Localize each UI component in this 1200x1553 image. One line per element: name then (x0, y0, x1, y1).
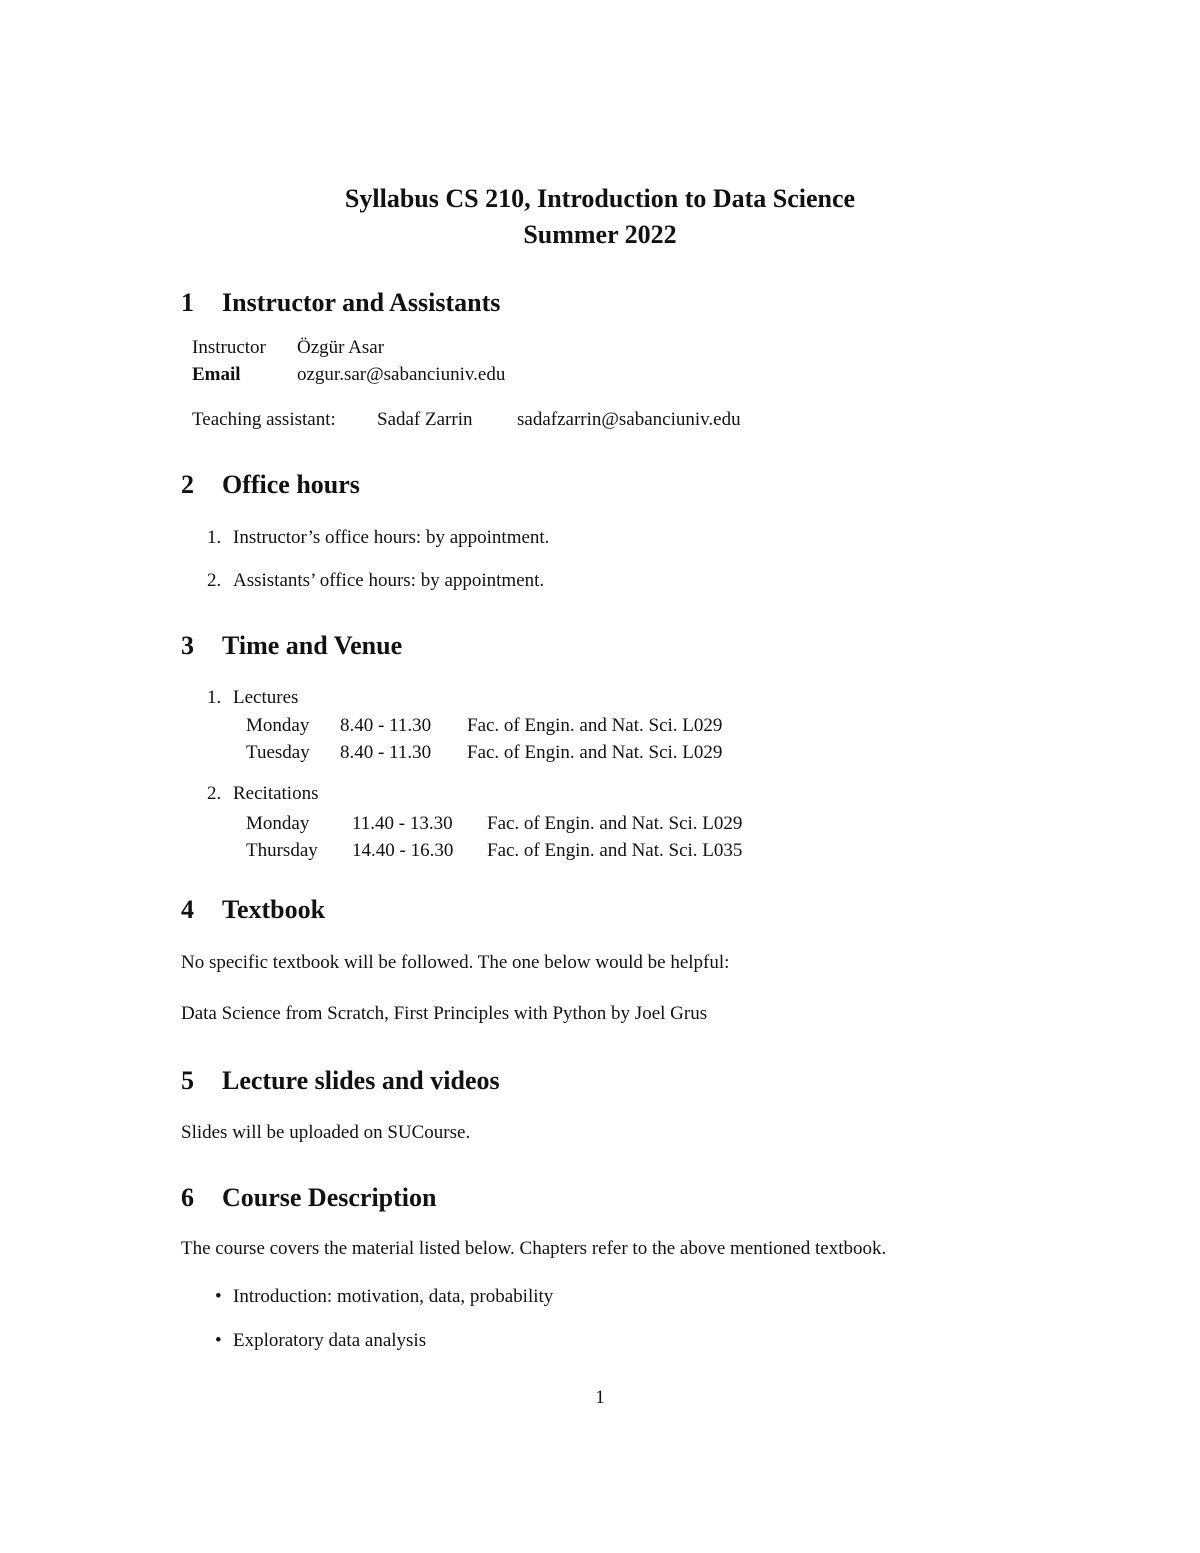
instructor-label: Instructor (192, 337, 266, 358)
bullet-icon: • (215, 1330, 222, 1351)
schedule-place: Fac. of Engin. and Nat. Sci. L029 (467, 715, 723, 736)
list-item: Assistants’ office hours: by appointment. (233, 570, 545, 591)
section-number: 4 (181, 895, 194, 924)
course-description-intro: The course covers the material listed below. Chapters refer to the above mentioned textbook. (181, 1238, 887, 1259)
instructor-name: Özgür Asar (297, 337, 385, 358)
assistant-email: sadafzarrin@sabanciuniv.edu (517, 409, 741, 430)
section-heading-course-description (181, 1183, 436, 1213)
section-number: 6 (181, 1183, 194, 1212)
list-marker: 2. (207, 570, 222, 591)
section-number: 5 (181, 1066, 194, 1095)
schedule-time: 11.40 - 13.30 (352, 813, 453, 834)
list-item: Exploratory data analysis (233, 1330, 427, 1351)
section-number: 3 (181, 631, 194, 660)
bullet-icon: • (215, 1286, 222, 1307)
section-title: Lecture slides and videos (222, 1066, 500, 1095)
textbook-intro: No specific textbook will be followed. The one below would be helpful: (181, 952, 730, 973)
email-label: Email (192, 364, 241, 385)
section-heading-time-venue (181, 631, 402, 661)
section-number: 1 (181, 288, 194, 317)
section-heading-office-hours (181, 470, 360, 500)
page-number: 1 (595, 1387, 605, 1408)
schedule-time: 8.40 - 11.30 (340, 715, 432, 736)
schedule-day: Thursday (246, 840, 318, 861)
section-title: Instructor and Assistants (222, 288, 501, 317)
schedule-time: 8.40 - 11.30 (340, 742, 432, 763)
section-title: Course Description (222, 1183, 437, 1212)
assistant-label: Teaching assistant: (192, 409, 336, 430)
schedule-time: 14.40 - 16.30 (352, 840, 454, 861)
list-item: Introduction: motivation, data, probability (233, 1286, 554, 1307)
lectures-label: Lectures (233, 687, 299, 708)
schedule-day: Monday (246, 715, 310, 736)
section-heading-slides (181, 1066, 500, 1096)
list-marker: 2. (207, 783, 222, 804)
schedule-day: Monday (246, 813, 310, 834)
section-heading-textbook (181, 895, 325, 925)
section-number: 2 (181, 470, 194, 499)
slides-text: Slides will be uploaded on SUCourse. (181, 1122, 471, 1143)
assistant-name: Sadaf Zarrin (377, 409, 473, 430)
section-title: Office hours (222, 470, 360, 499)
document-subtitle: Summer 2022 (523, 220, 677, 249)
schedule-place: Fac. of Engin. and Nat. Sci. L029 (467, 742, 723, 763)
section-title: Time and Venue (222, 631, 403, 660)
list-marker: 1. (207, 687, 222, 708)
schedule-place: Fac. of Engin. and Nat. Sci. L035 (487, 840, 743, 861)
schedule-place: Fac. of Engin. and Nat. Sci. L029 (487, 813, 743, 834)
schedule-day: Tuesday (246, 742, 310, 763)
document-title: Syllabus CS 210, Introduction to Data Science (344, 184, 856, 213)
list-marker: 1. (207, 527, 222, 548)
section-heading-instructors (181, 288, 500, 318)
section-title: Textbook (222, 895, 326, 924)
list-item: Instructor’s office hours: by appointment. (233, 527, 550, 548)
textbook-reference: Data Science from Scratch, First Principles with Python by Joel Grus (181, 1003, 708, 1024)
instructor-email: ozgur.sar@sabanciuniv.edu (297, 364, 506, 385)
recitations-label: Recitations (233, 783, 319, 804)
